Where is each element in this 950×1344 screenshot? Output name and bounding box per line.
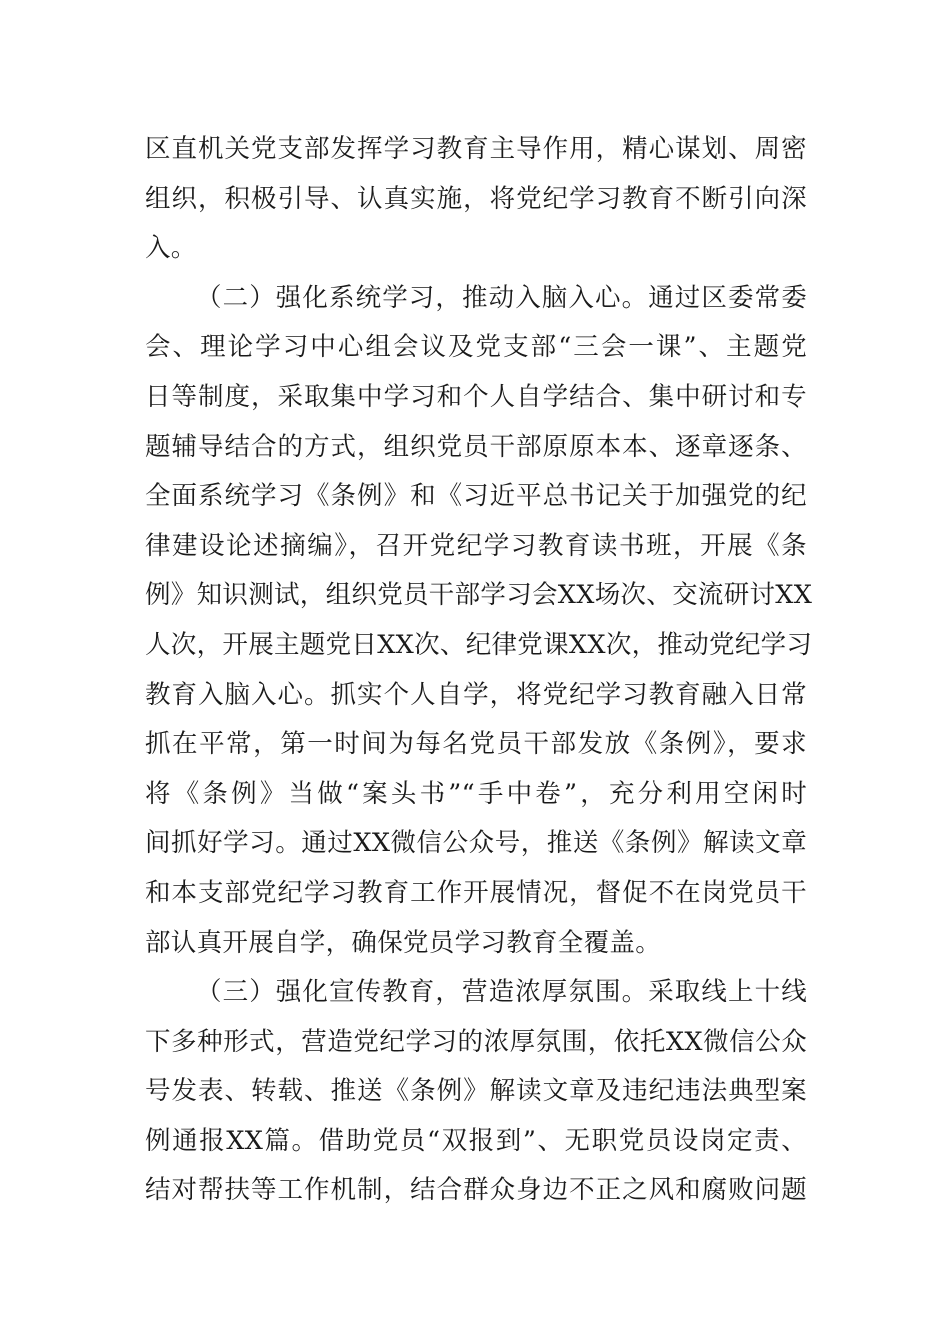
text-line: （三）强化宣传教育，营造浓厚氛围。采取线上十线 <box>196 977 807 1008</box>
text-line: 例》知识测试，组织党员干部学习会XX场次、交流研讨XX <box>145 580 813 611</box>
text-line: 间抓好学习。通过XX微信公众号，推送《条例》解读文章 <box>145 828 807 859</box>
text-line: 和本支部党纪学习教育工作开展情况，督促不在岗党员干 <box>145 877 807 908</box>
text-line: 例通报XX篇。借助党员“双报到”、无职党员设岗定责、 <box>145 1125 807 1156</box>
text-line: 教育入脑入心。抓实个人自学，将党纪学习教育融入日常 <box>145 679 807 710</box>
paragraph-2 <box>145 274 813 968</box>
text-line: 题辅导结合的方式，组织党员干部原原本本、逐章逐条、 <box>145 431 807 462</box>
text-line: 组织，积极引导、认真实施，将党纪学习教育不断引向深 <box>145 183 807 214</box>
paragraph-3 <box>145 968 807 1216</box>
text-line: （二）强化系统学习，推动入脑入心。通过区委常委 <box>196 282 807 313</box>
text-line: 入。 <box>145 233 197 264</box>
document-page <box>145 125 813 1216</box>
text-line: 部认真开展自学，确保党员学习教育全覆盖。 <box>145 927 662 958</box>
text-line: 会、理论学习中心组会议及党支部“三会一课”、主题党 <box>145 332 807 363</box>
text-line: 结对帮扶等工作机制，结合群众身边不正之风和腐败问题 <box>145 1175 807 1206</box>
text-line: 区直机关党支部发挥学习教育主导作用，精心谋划、周密 <box>145 134 807 164</box>
text-line: 日等制度，采取集中学习和个人自学结合、集中研讨和专 <box>145 381 807 412</box>
text-line: 下多种形式，营造党纪学习的浓厚氛围，依托XX微信公众 <box>145 1026 807 1057</box>
text-line: 律建设论述摘编》，召开党纪学习教育读书班，开展《条 <box>145 530 807 561</box>
paragraph-1 <box>145 125 807 274</box>
text-line: 人次，开展主题党日XX次、纪律党课XX次，推动党纪学习 <box>145 629 813 660</box>
text-line: 将《条例》当做“案头书”“手中卷”，充分利用空闲时 <box>145 778 807 809</box>
text-line: 全面系统学习《条例》和《习近平总书记关于加强党的纪 <box>145 481 807 512</box>
text-line: 抓在平常，第一时间为每名党员干部发放《条例》，要求 <box>145 729 807 760</box>
text-line: 号发表、转载、推送《条例》解读文章及违纪违法典型案 <box>145 1076 807 1107</box>
